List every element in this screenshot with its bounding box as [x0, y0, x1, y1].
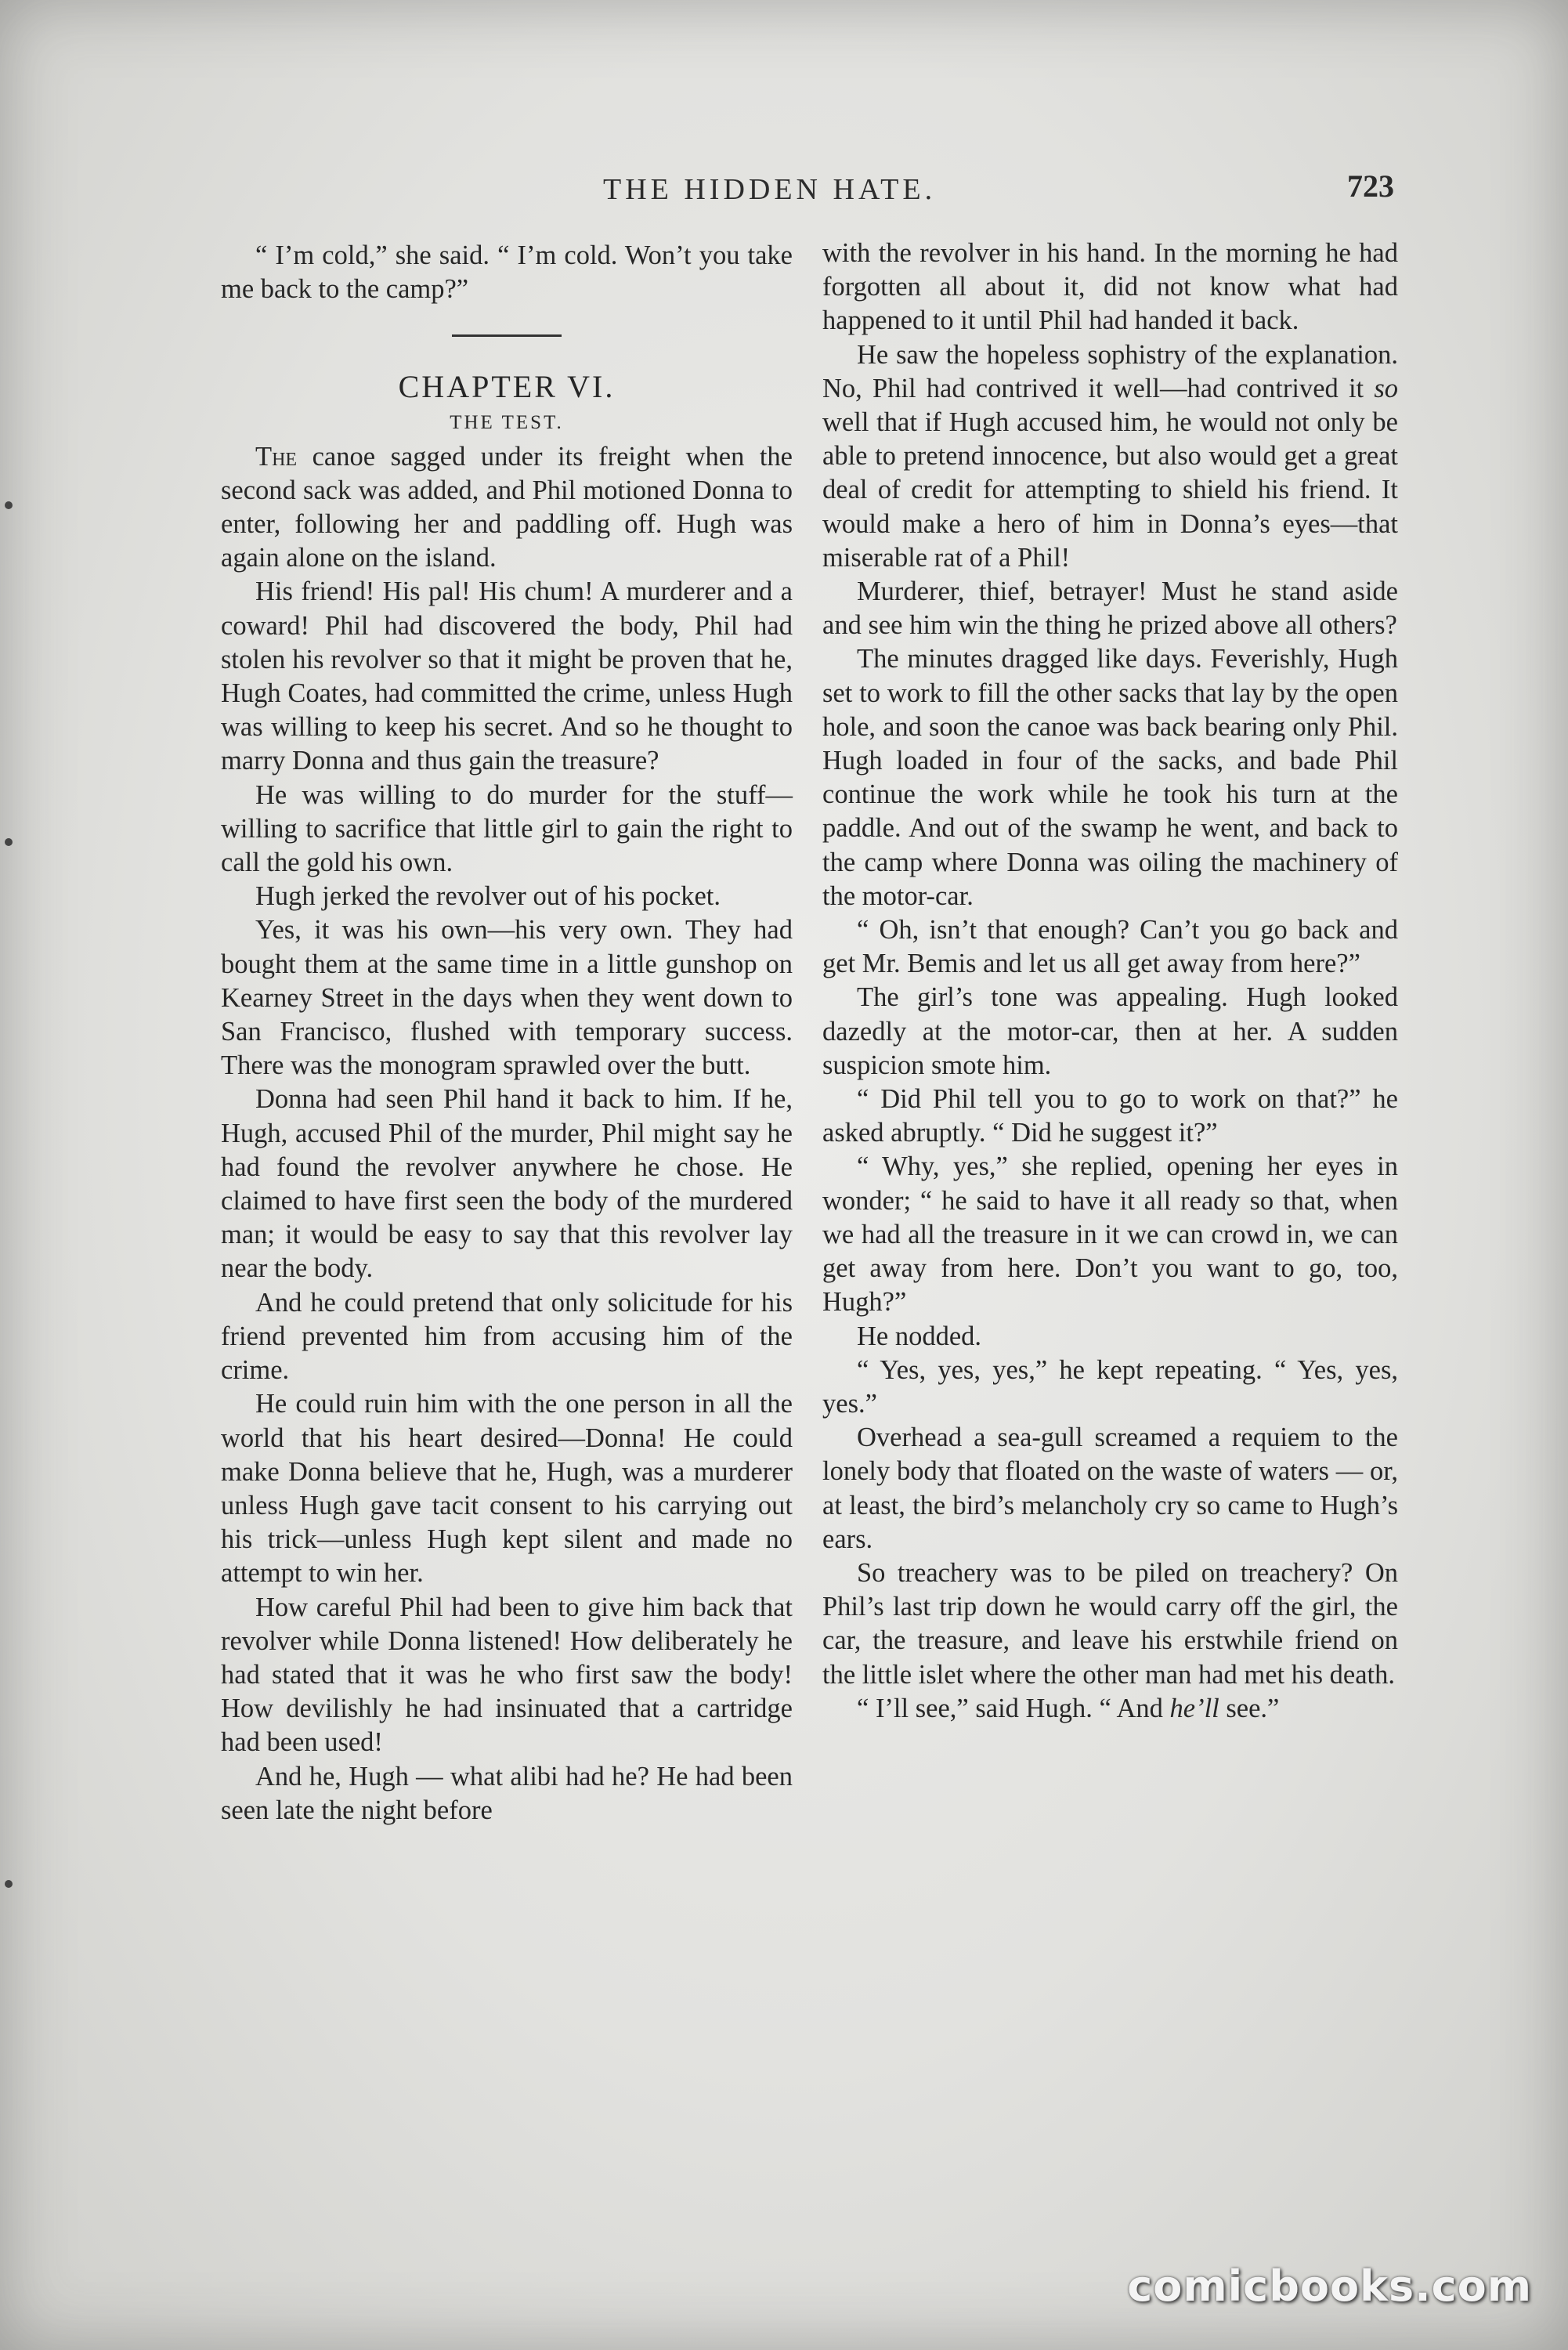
paragraph-text: well that if Hugh accused him, he would not only be able to pretend innocence, but also would get a great deal of credit for attempting to shield his friend. It would make a hero of him in Donna’s eyes—that miserable rat of a Phil!: [822, 407, 1398, 573]
paragraph: The minutes dragged like days. Feverishly, Hugh set to work to fill the other sacks that lay by the open hole, and soon the canoe was back bearing only Phil. Hugh loaded in four of the sacks, and bade Phil continue the work while he took his turn at the paddle. And out of the swamp he went, and back to the camp where Donna was oiling the machinery of the motor-car.: [822, 644, 1398, 911]
binding-hole-mark: [5, 1880, 13, 1888]
running-title: THE HIDDEN HATE.: [603, 173, 937, 206]
paragraph: [822, 338, 1398, 575]
chapter-subtitle: THE TEST.: [450, 412, 564, 434]
binding-hole-mark: [5, 501, 13, 509]
paragraph-text: “ I’ll see,” said Hugh. “ And: [857, 1693, 1170, 1723]
paragraph: How careful Phil had been to give him back that revolver while Donna listened! How deliberately he had stated that it was he who first saw the body! How devilishly he had insinuated that a cartridge had been used!: [221, 1592, 793, 1758]
left-column: [221, 239, 793, 1828]
paragraph: The girl’s tone was appealing. Hugh looked dazedly at the motor-car, then at her. A sudden suspicion smote him.: [822, 982, 1398, 1080]
paragraph: “ Yes, yes, yes,” he kept repeating. “ Yes, yes, yes.”: [822, 1354, 1398, 1419]
paragraph: “ Why, yes,” she replied, opening her eyes in wonder; “ he said to have it all ready so that, when we had all the treasure in it we can crowd in, we can get away from here. Don’t you want to go, too, Hugh?”: [822, 1152, 1398, 1318]
paragraph: “ I’m cold,” she said. “ I’m cold. Won’t you take me back to the camp?”: [221, 240, 793, 305]
chapter-heading: CHAPTER VI.: [398, 369, 616, 405]
paragraph: Overhead a sea-gull screamed a requiem to the lonely body that floated on the waste of waters — or, at least, the bird’s melancholy cry so came to Hugh’s ears.: [822, 1423, 1398, 1554]
paragraph: He was willing to do murder for the stuff—willing to sacrifice that little girl to gain the right to call the gold his own.: [221, 779, 793, 878]
paragraph: [822, 1692, 1398, 1726]
paragraph: Murderer, thief, betrayer! Must he stand aside and see him win the thing he prized above all others?: [822, 577, 1398, 641]
watermark-text: comicbooks.com: [1127, 2261, 1532, 2311]
paragraph-text: see.”: [1219, 1693, 1280, 1723]
emphasis-text: he’ll: [1169, 1693, 1219, 1723]
paragraph: [221, 440, 793, 576]
paragraph: And he could pretend that only solicitude for his friend prevented him from accusing him of the crime.: [221, 1287, 793, 1386]
page-header: [219, 164, 1394, 212]
paragraph: Hugh jerked the revolver out of his pocket.: [255, 881, 721, 912]
emphasis-text: so: [1374, 373, 1398, 403]
paragraph: He nodded.: [857, 1321, 982, 1351]
paragraph: “ Did Phil tell you to go to work on that?” he asked abruptly. “ Did he suggest it?”: [822, 1084, 1398, 1148]
paragraph: And he, Hugh — what alibi had he? He had been seen late the night before: [221, 1761, 793, 1825]
section-rule: [452, 334, 562, 337]
paragraph-text: He saw the hopeless sophistry of the explanation. No, Phil had contrived it well—had contrived it: [822, 339, 1398, 403]
paragraph: with the revolver in his hand. In the morning he had forgotten all about it, did not know what had happened to it until Phil had handed it back.: [822, 238, 1398, 336]
paragraph-text: canoe sagged under its freight when the second sack was added, and Phil motioned Donna to enter, following her and paddling off. Hugh was again alone on the island.: [221, 441, 793, 573]
paragraph: Donna had seen Phil hand it back to him. If he, Hugh, accused Phil of the murder, Phil might say he had found the revolver anywhere he chose. He claimed to have first seen the body of the murdered man; it would be easy to say that this revolver lay near the body.: [221, 1084, 793, 1284]
page-number: 723: [1347, 168, 1394, 204]
lead-in-word: The: [255, 441, 298, 472]
paragraph: Yes, it was his own—his very own. They had bought them at the same time in a little gunshop on Kearney Street in the days when they went down to San Francisco, flushed with temporary success. There was the monogram sprawled over the butt.: [221, 915, 793, 1081]
paragraph: He could ruin him with the one person in all the world that his heart desired—Donna! He could make Donna believe that he, Hugh, was a murderer unless Hugh gave tacit consent to his carrying out his trick—unless Hugh kept silent and made no attempt to win her.: [221, 1389, 793, 1589]
paragraph: “ Oh, isn’t that enough? Can’t you go back and get Mr. Bemis and let us all get away from here?”: [822, 915, 1398, 979]
paragraph: His friend! His pal! His chum! A murderer and a coward! Phil had discovered the body, Phil had stolen his revolver so that it might be proven that he, Hugh Coates, had committed the crime, unless Hugh was willing to keep his secret. And so he thought to marry Donna and thus gain the treasure?: [221, 577, 793, 776]
paragraph: So treachery was to be piled on treachery? On Phil’s last trip down he would carry off the girl, the car, the treasure, and leave his erstwhile friend on the little islet where the other man had met his death.: [822, 1557, 1398, 1690]
right-column: [822, 237, 1398, 1726]
binding-hole-mark: [5, 838, 13, 846]
